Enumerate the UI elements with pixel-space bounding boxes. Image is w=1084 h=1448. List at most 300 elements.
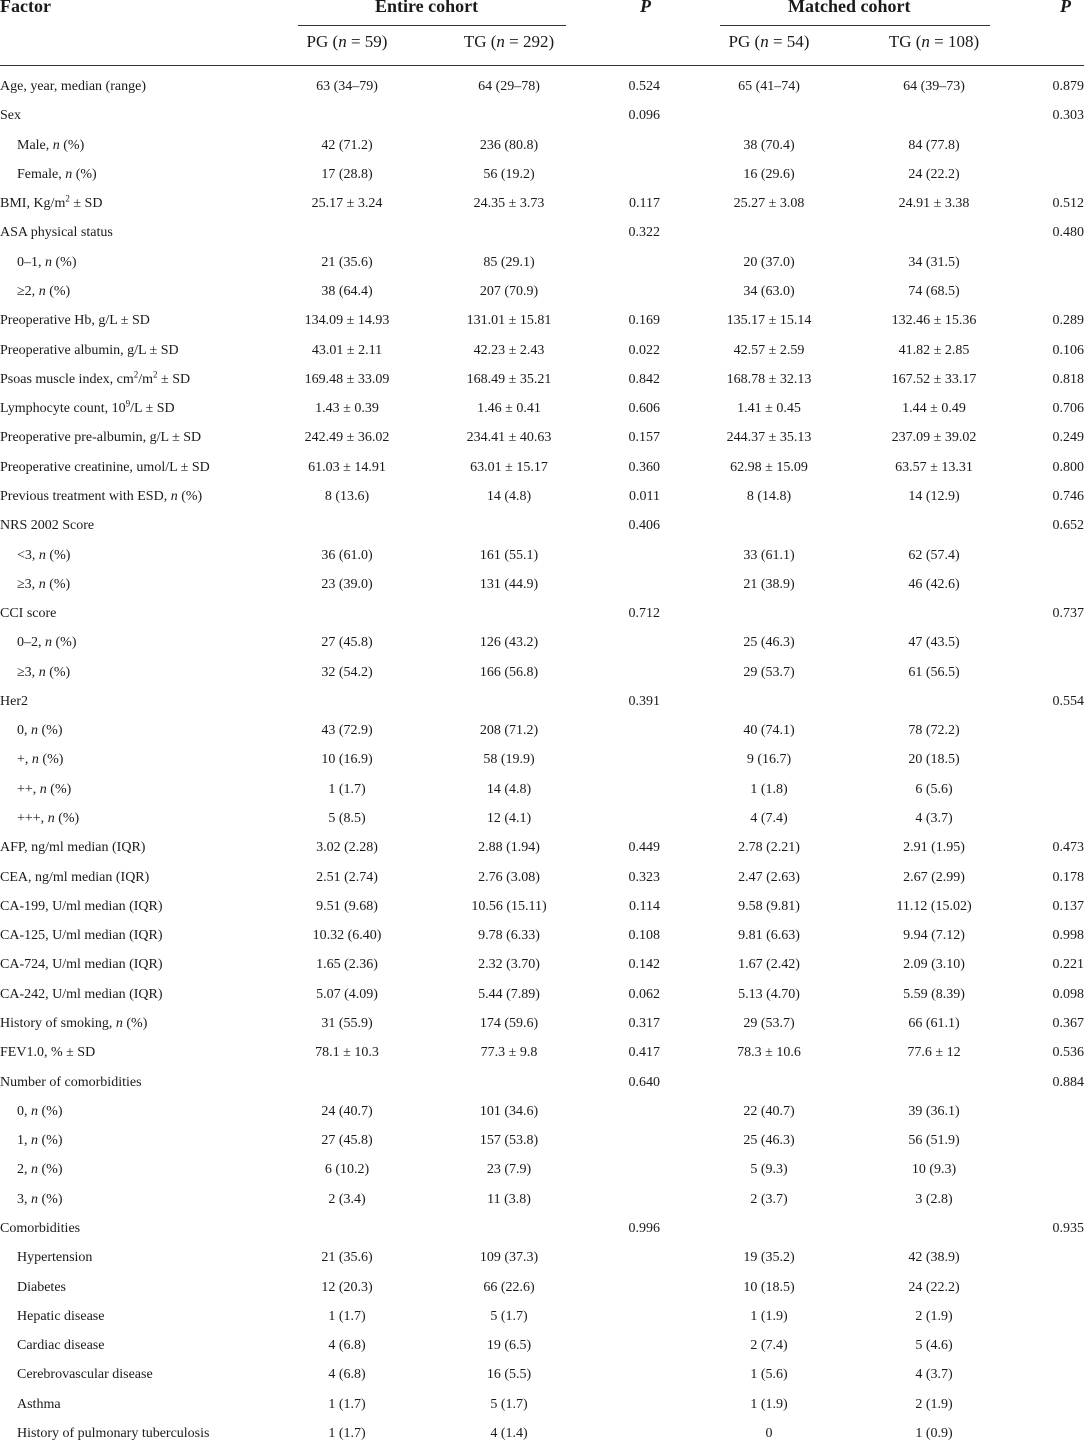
table-row [0,336,1084,365]
tg-entire-value: 208 (71.2) [480,716,538,745]
row-label: Hypertension [17,1243,92,1272]
tg-entire-value: 2.88 (1.94) [478,833,540,862]
table-row [0,101,1084,130]
table-row [0,541,1084,570]
p-value-matched: 0.512 [1053,189,1084,218]
pg-matched-value: 9.81 (6.63) [738,921,800,950]
row-label: Male, n (%) [17,131,84,160]
table-row [0,1126,1084,1155]
row-label: +, n (%) [17,745,63,774]
pg-entire-value: 9.51 (9.68) [316,892,378,921]
table-row [0,160,1084,189]
pg-entire-value: 1.43 ± 0.39 [315,394,379,423]
tg-entire-value: 24.35 ± 3.73 [474,189,545,218]
pg-entire-value: 1 (1.7) [328,1302,365,1331]
pg-matched-value: 25 (46.3) [743,1126,794,1155]
row-label: Cardiac disease [17,1331,104,1360]
table-row [0,570,1084,599]
row-label: <3, n (%) [17,541,70,570]
row-label: Hepatic disease [17,1302,104,1331]
table-row [0,1331,1084,1360]
row-label: Psoas muscle index, $cm^2/m^2$ ± SD [0,365,190,394]
tg-entire-value: 5 (1.7) [490,1390,527,1419]
pg-entire-value: 1.65 (2.36) [316,950,378,979]
pg-matched-value: 244.37 ± 35.13 [727,423,812,452]
table-row [0,1360,1084,1389]
row-label: +++, n (%) [17,804,79,833]
tg-matched-value: 39 (36.1) [908,1097,959,1126]
p-value-matched: 0.554 [1053,687,1084,716]
tg-entire-value: 166 (56.8) [480,658,538,687]
table-row [0,687,1084,716]
p-value-matched: 0.106 [1053,336,1084,365]
table-row [0,131,1084,160]
pg-matched-value: 22 (40.7) [743,1097,794,1126]
tg-matched-value: 34 (31.5) [908,248,959,277]
table-row [0,950,1084,979]
row-label: Comorbidities [0,1214,80,1243]
p-value-matched: 0.935 [1053,1214,1084,1243]
table-row [0,453,1084,482]
pg-matched-value: 9 (16.7) [747,745,791,774]
table-row [0,189,1084,218]
tg-entire-value: 10.56 (15.11) [471,892,546,921]
tg-matched-value: 167.52 ± 33.17 [892,365,977,394]
p-value-matched: 0.818 [1053,365,1084,394]
pg-matched-value: 34 (63.0) [743,277,794,306]
p-value-matched: 0.884 [1053,1068,1084,1097]
pg-entire-value: 32 (54.2) [321,658,372,687]
table-row [0,658,1084,687]
pg-matched-value: 78.3 ± 10.6 [737,1038,801,1067]
pg-matched-value: 2 (3.7) [750,1185,787,1214]
pg-entire-value: 10.32 (6.40) [313,921,382,950]
tg-matched-value: 64 (39–73) [903,72,965,101]
tg-entire-value: 174 (59.6) [480,1009,538,1038]
tg-entire-value: 58 (19.9) [483,745,534,774]
tg-matched-value: 46 (42.6) [908,570,959,599]
row-label: Age, year, median (range) [0,72,146,101]
pg-matched-value: 9.58 (9.81) [738,892,800,921]
p-value-entire: 0.606 [629,394,661,423]
pg-matched-value: 5 (9.3) [750,1155,787,1184]
pg-entire-value: 27 (45.8) [321,1126,372,1155]
pg-matched-value: 0 [766,1419,773,1448]
tg-entire-value: 5.44 (7.89) [478,980,540,1009]
pg-matched-value: 42.57 ± 2.59 [734,336,805,365]
row-label: History of pulmonary tuberculosis [17,1419,209,1448]
pg-entire-value: 43 (72.9) [321,716,372,745]
row-label: Preoperative creatinine, umol/L ± SD [0,453,210,482]
tg-entire-value: 131.01 ± 15.81 [467,306,552,335]
tg-matched-value: 78 (72.2) [908,716,959,745]
table-row [0,1038,1084,1067]
p-value-matched: 0.221 [1053,950,1084,979]
pg-entire-value: 27 (45.8) [321,628,372,657]
tg-matched-value: 47 (43.5) [908,628,959,657]
tg-matched-value: 63.57 ± 13.31 [895,453,973,482]
row-label: Diabetes [17,1273,66,1302]
tg-entire-value: 2.76 (3.08) [478,863,540,892]
pg-matched-value: 1 (1.8) [750,775,787,804]
tg-matched-value: 77.6 ± 12 [907,1038,960,1067]
pg-entire-value: 25.17 ± 3.24 [312,189,383,218]
table-row [0,394,1084,423]
row-label: CA-724, U/ml median (IQR) [0,950,163,979]
tg-entire-value: 9.78 (6.33) [478,921,540,950]
row-label: Her2 [0,687,28,716]
table-row [0,1009,1084,1038]
table-row [0,1068,1084,1097]
row-label: FEV1.0, % ± SD [0,1038,95,1067]
row-label: 3, n (%) [17,1185,63,1214]
pg-entire-value: 242.49 ± 36.02 [305,423,390,452]
p-value-matched: 0.303 [1053,101,1084,130]
tg-matched-value: 14 (12.9) [908,482,959,511]
row-label: NRS 2002 Score [0,511,94,540]
tg-matched-value: 61 (56.5) [908,658,959,687]
table-row [0,1214,1084,1243]
pg-matched-value: 1.67 (2.42) [738,950,800,979]
p-value-matched: 0.652 [1053,511,1084,540]
header-factor: Factor [0,0,51,17]
table-row [0,1302,1084,1331]
table-row [0,218,1084,247]
pg-entire-value: 43.01 ± 2.11 [312,336,382,365]
tg-matched-value: 132.46 ± 15.36 [892,306,977,335]
tg-entire-value: 126 (43.2) [480,628,538,657]
tg-entire-value: 14 (4.8) [487,775,531,804]
p-value-entire: 0.406 [629,511,661,540]
rule-header-bottom [0,65,1084,66]
tg-matched-value: 20 (18.5) [908,745,959,774]
p-value-entire: 0.360 [629,453,661,482]
pg-matched-value: 10 (18.5) [743,1273,794,1302]
pg-entire-value: 8 (13.6) [325,482,369,511]
tg-entire-value: 109 (37.3) [480,1243,538,1272]
row-label: Preoperative Hb, g/L ± SD [0,306,150,335]
table-row [0,1097,1084,1126]
header-tg-entire: TG (n = 292) [464,32,554,52]
p-value-matched: 0.737 [1053,599,1084,628]
tg-entire-value: 85 (29.1) [483,248,534,277]
p-value-matched: 0.098 [1053,980,1084,1009]
tg-matched-value: 24.91 ± 3.38 [899,189,970,218]
table-row [0,921,1084,950]
tg-matched-value: 2.67 (2.99) [903,863,965,892]
pg-entire-value: 10 (16.9) [321,745,372,774]
tg-matched-value: 9.94 (7.12) [903,921,965,950]
row-label: 0, n (%) [17,716,63,745]
row-label: Cerebrovascular disease [17,1360,153,1389]
pg-entire-value: 36 (61.0) [321,541,372,570]
pg-matched-value: 4 (7.4) [750,804,787,833]
p-value-entire: 0.391 [629,687,661,716]
tg-entire-value: 77.3 ± 9.8 [481,1038,538,1067]
row-label: History of smoking, n (%) [0,1009,147,1038]
pg-entire-value: 134.09 ± 14.93 [305,306,390,335]
pg-matched-value: 1 (1.9) [750,1302,787,1331]
header-p-matched: P [1060,0,1071,17]
p-value-entire: 0.524 [629,72,661,101]
pg-entire-value: 1 (1.7) [328,1419,365,1448]
tg-matched-value: 237.09 ± 39.02 [892,423,977,452]
row-label: 1, n (%) [17,1126,63,1155]
row-label: 2, n (%) [17,1155,63,1184]
row-label: BMI, $Kg/m^2$ ± SD [0,189,102,218]
table-row [0,980,1084,1009]
table-row [0,745,1084,774]
pg-matched-value: 29 (53.7) [743,1009,794,1038]
p-value-entire: 0.108 [629,921,661,950]
p-value-entire: 0.712 [629,599,661,628]
tg-entire-value: 101 (34.6) [480,1097,538,1126]
pg-matched-value: 135.17 ± 15.14 [727,306,812,335]
tg-entire-value: 66 (22.6) [483,1273,534,1302]
pg-entire-value: 23 (39.0) [321,570,372,599]
header-pg-entire: PG (n = 59) [307,32,388,52]
tg-entire-value: 11 (3.8) [487,1185,531,1214]
tg-matched-value: 4 (3.7) [915,1360,952,1389]
pg-matched-value: 2 (7.4) [750,1331,787,1360]
p-value-entire: 0.096 [629,101,661,130]
table-row [0,1390,1084,1419]
p-value-matched: 0.473 [1053,833,1084,862]
row-label: AFP, ng/ml median (IQR) [0,833,145,862]
table-row [0,892,1084,921]
pg-entire-value: 1 (1.7) [328,1390,365,1419]
pg-matched-value: 19 (35.2) [743,1243,794,1272]
tg-entire-value: 42.23 ± 2.43 [474,336,545,365]
tg-entire-value: 2.32 (3.70) [478,950,540,979]
row-label: Previous treatment with ESD, n (%) [0,482,202,511]
tg-matched-value: 2 (1.9) [915,1302,952,1331]
table-row [0,716,1084,745]
p-value-matched: 0.137 [1053,892,1084,921]
rule-entire-cohort [298,25,566,26]
table-row [0,365,1084,394]
tg-matched-value: 74 (68.5) [908,277,959,306]
row-label: ASA physical status [0,218,113,247]
p-value-matched: 0.879 [1053,72,1084,101]
tg-matched-value: 2 (1.9) [915,1390,952,1419]
tg-matched-value: 1 (0.9) [915,1419,952,1448]
table-row [0,1185,1084,1214]
pg-matched-value: 65 (41–74) [738,72,800,101]
pg-entire-value: 17 (28.8) [321,160,372,189]
tg-entire-value: 207 (70.9) [480,277,538,306]
pg-entire-value: 24 (40.7) [321,1097,372,1126]
tg-matched-value: 2.09 (3.10) [903,950,965,979]
p-value-matched: 0.289 [1053,306,1084,335]
table-row [0,482,1084,511]
table-row [0,511,1084,540]
tg-matched-value: 6 (5.6) [915,775,952,804]
tg-entire-value: 234.41 ± 40.63 [467,423,552,452]
tg-matched-value: 24 (22.2) [908,1273,959,1302]
p-value-entire: 0.142 [629,950,661,979]
pg-entire-value: 63 (34–79) [316,72,378,101]
header-entire-cohort: Entire cohort [375,0,478,17]
pg-matched-value: 20 (37.0) [743,248,794,277]
row-label: CCI score [0,599,56,628]
tg-entire-value: 236 (80.8) [480,131,538,160]
tg-entire-value: 19 (6.5) [487,1331,531,1360]
header-pg-matched: PG (n = 54) [729,32,810,52]
row-label: ≥3, n (%) [17,570,70,599]
table-row [0,72,1084,101]
p-value-entire: 0.114 [629,892,660,921]
p-value-matched: 0.746 [1053,482,1084,511]
tg-entire-value: 168.49 ± 35.21 [467,365,552,394]
pg-matched-value: 1.41 ± 0.45 [737,394,801,423]
p-value-entire: 0.322 [629,218,661,247]
p-value-entire: 0.317 [629,1009,661,1038]
pg-entire-value: 5 (8.5) [328,804,365,833]
tg-entire-value: 16 (5.5) [487,1360,531,1389]
pg-entire-value: 4 (6.8) [328,1331,365,1360]
row-label: Female, n (%) [17,160,97,189]
pg-entire-value: 78.1 ± 10.3 [315,1038,379,1067]
table-row [0,248,1084,277]
pg-entire-value: 4 (6.8) [328,1360,365,1389]
p-value-matched: 0.706 [1053,394,1084,423]
pg-matched-value: 16 (29.6) [743,160,794,189]
pg-matched-value: 1 (5.6) [750,1360,787,1389]
table-row [0,1155,1084,1184]
tg-matched-value: 1.44 ± 0.49 [902,394,966,423]
row-label: Asthma [17,1390,61,1419]
row-label: CA-242, U/ml median (IQR) [0,980,163,1009]
tg-entire-value: 4 (1.4) [490,1419,527,1448]
row-label: Sex [0,101,21,130]
tg-entire-value: 64 (29–78) [478,72,540,101]
p-value-entire: 0.157 [629,423,661,452]
pg-entire-value: 42 (71.2) [321,131,372,160]
header-p-entire: P [640,0,651,17]
tg-entire-value: 63.01 ± 15.17 [470,453,548,482]
row-label: Preoperative pre-albumin, g/L ± SD [0,423,201,452]
pg-entire-value: 5.07 (4.09) [316,980,378,1009]
p-value-entire: 0.417 [629,1038,661,1067]
tg-matched-value: 11.12 (15.02) [896,892,971,921]
pg-matched-value: 2.78 (2.21) [738,833,800,862]
row-label: ≥2, n (%) [17,277,70,306]
p-value-matched: 0.480 [1053,218,1084,247]
row-label: 0–2, n (%) [17,628,77,657]
p-value-entire: 0.449 [629,833,661,862]
tg-entire-value: 5 (1.7) [490,1302,527,1331]
pg-entire-value: 12 (20.3) [321,1273,372,1302]
pg-matched-value: 38 (70.4) [743,131,794,160]
pg-matched-value: 2.47 (2.63) [738,863,800,892]
p-value-matched: 0.998 [1053,921,1084,950]
p-value-entire: 0.117 [629,189,660,218]
p-value-entire: 0.842 [629,365,661,394]
pg-matched-value: 25 (46.3) [743,628,794,657]
tg-entire-value: 1.46 ± 0.41 [477,394,541,423]
row-label: ++, n (%) [17,775,71,804]
table-row [0,628,1084,657]
table-row [0,775,1084,804]
p-value-matched: 0.178 [1053,863,1084,892]
table-row [0,306,1084,335]
table-row [0,1419,1084,1448]
p-value-entire: 0.062 [629,980,661,1009]
table-row [0,599,1084,628]
pg-matched-value: 168.78 ± 32.13 [727,365,812,394]
p-value-entire: 0.996 [629,1214,661,1243]
row-label: CA-125, U/ml median (IQR) [0,921,163,950]
pg-matched-value: 62.98 ± 15.09 [730,453,808,482]
pg-entire-value: 61.03 ± 14.91 [308,453,386,482]
pg-entire-value: 21 (35.6) [321,1243,372,1272]
table-row [0,804,1084,833]
tg-matched-value: 84 (77.8) [908,131,959,160]
tg-entire-value: 157 (53.8) [480,1126,538,1155]
rule-matched-cohort [720,25,990,26]
tg-entire-value: 161 (55.1) [480,541,538,570]
tg-matched-value: 10 (9.3) [912,1155,956,1184]
tg-entire-value: 23 (7.9) [487,1155,531,1184]
header-matched-cohort: Matched cohort [788,0,910,17]
tg-matched-value: 24 (22.2) [908,160,959,189]
row-label: Preoperative albumin, g/L ± SD [0,336,179,365]
pg-matched-value: 1 (1.9) [750,1390,787,1419]
header-tg-matched: TG (n = 108) [889,32,979,52]
row-label: Number of comorbidities [0,1068,142,1097]
p-value-entire: 0.011 [629,482,660,511]
p-value-matched: 0.367 [1053,1009,1084,1038]
pg-matched-value: 33 (61.1) [743,541,794,570]
pg-matched-value: 5.13 (4.70) [738,980,800,1009]
pg-matched-value: 21 (38.9) [743,570,794,599]
table-row [0,863,1084,892]
p-value-entire: 0.022 [629,336,661,365]
pg-matched-value: 40 (74.1) [743,716,794,745]
pg-entire-value: 21 (35.6) [321,248,372,277]
tg-matched-value: 3 (2.8) [915,1185,952,1214]
pg-matched-value: 25.27 ± 3.08 [734,189,805,218]
p-value-matched: 0.800 [1053,453,1084,482]
tg-matched-value: 5.59 (8.39) [903,980,965,1009]
tg-matched-value: 42 (38.9) [908,1243,959,1272]
tg-matched-value: 41.82 ± 2.85 [899,336,970,365]
tg-matched-value: 4 (3.7) [915,804,952,833]
pg-matched-value: 8 (14.8) [747,482,791,511]
row-label: 0–1, n (%) [17,248,77,277]
tg-entire-value: 56 (19.2) [483,160,534,189]
tg-matched-value: 5 (4.6) [915,1331,952,1360]
tg-entire-value: 12 (4.1) [487,804,531,833]
table-row [0,1273,1084,1302]
pg-matched-value: 29 (53.7) [743,658,794,687]
row-label: CEA, ng/ml median (IQR) [0,863,149,892]
pg-entire-value: 2 (3.4) [328,1185,365,1214]
pg-entire-value: 6 (10.2) [325,1155,369,1184]
pg-entire-value: 3.02 (2.28) [316,833,378,862]
tg-matched-value: 56 (51.9) [908,1126,959,1155]
table-row [0,1243,1084,1272]
table-row [0,277,1084,306]
p-value-entire: 0.640 [629,1068,661,1097]
table-row [0,833,1084,862]
pg-entire-value: 1 (1.7) [328,775,365,804]
row-label: 0, n (%) [17,1097,63,1126]
row-label: CA-199, U/ml median (IQR) [0,892,163,921]
tg-matched-value: 66 (61.1) [908,1009,959,1038]
pg-entire-value: 38 (64.4) [321,277,372,306]
